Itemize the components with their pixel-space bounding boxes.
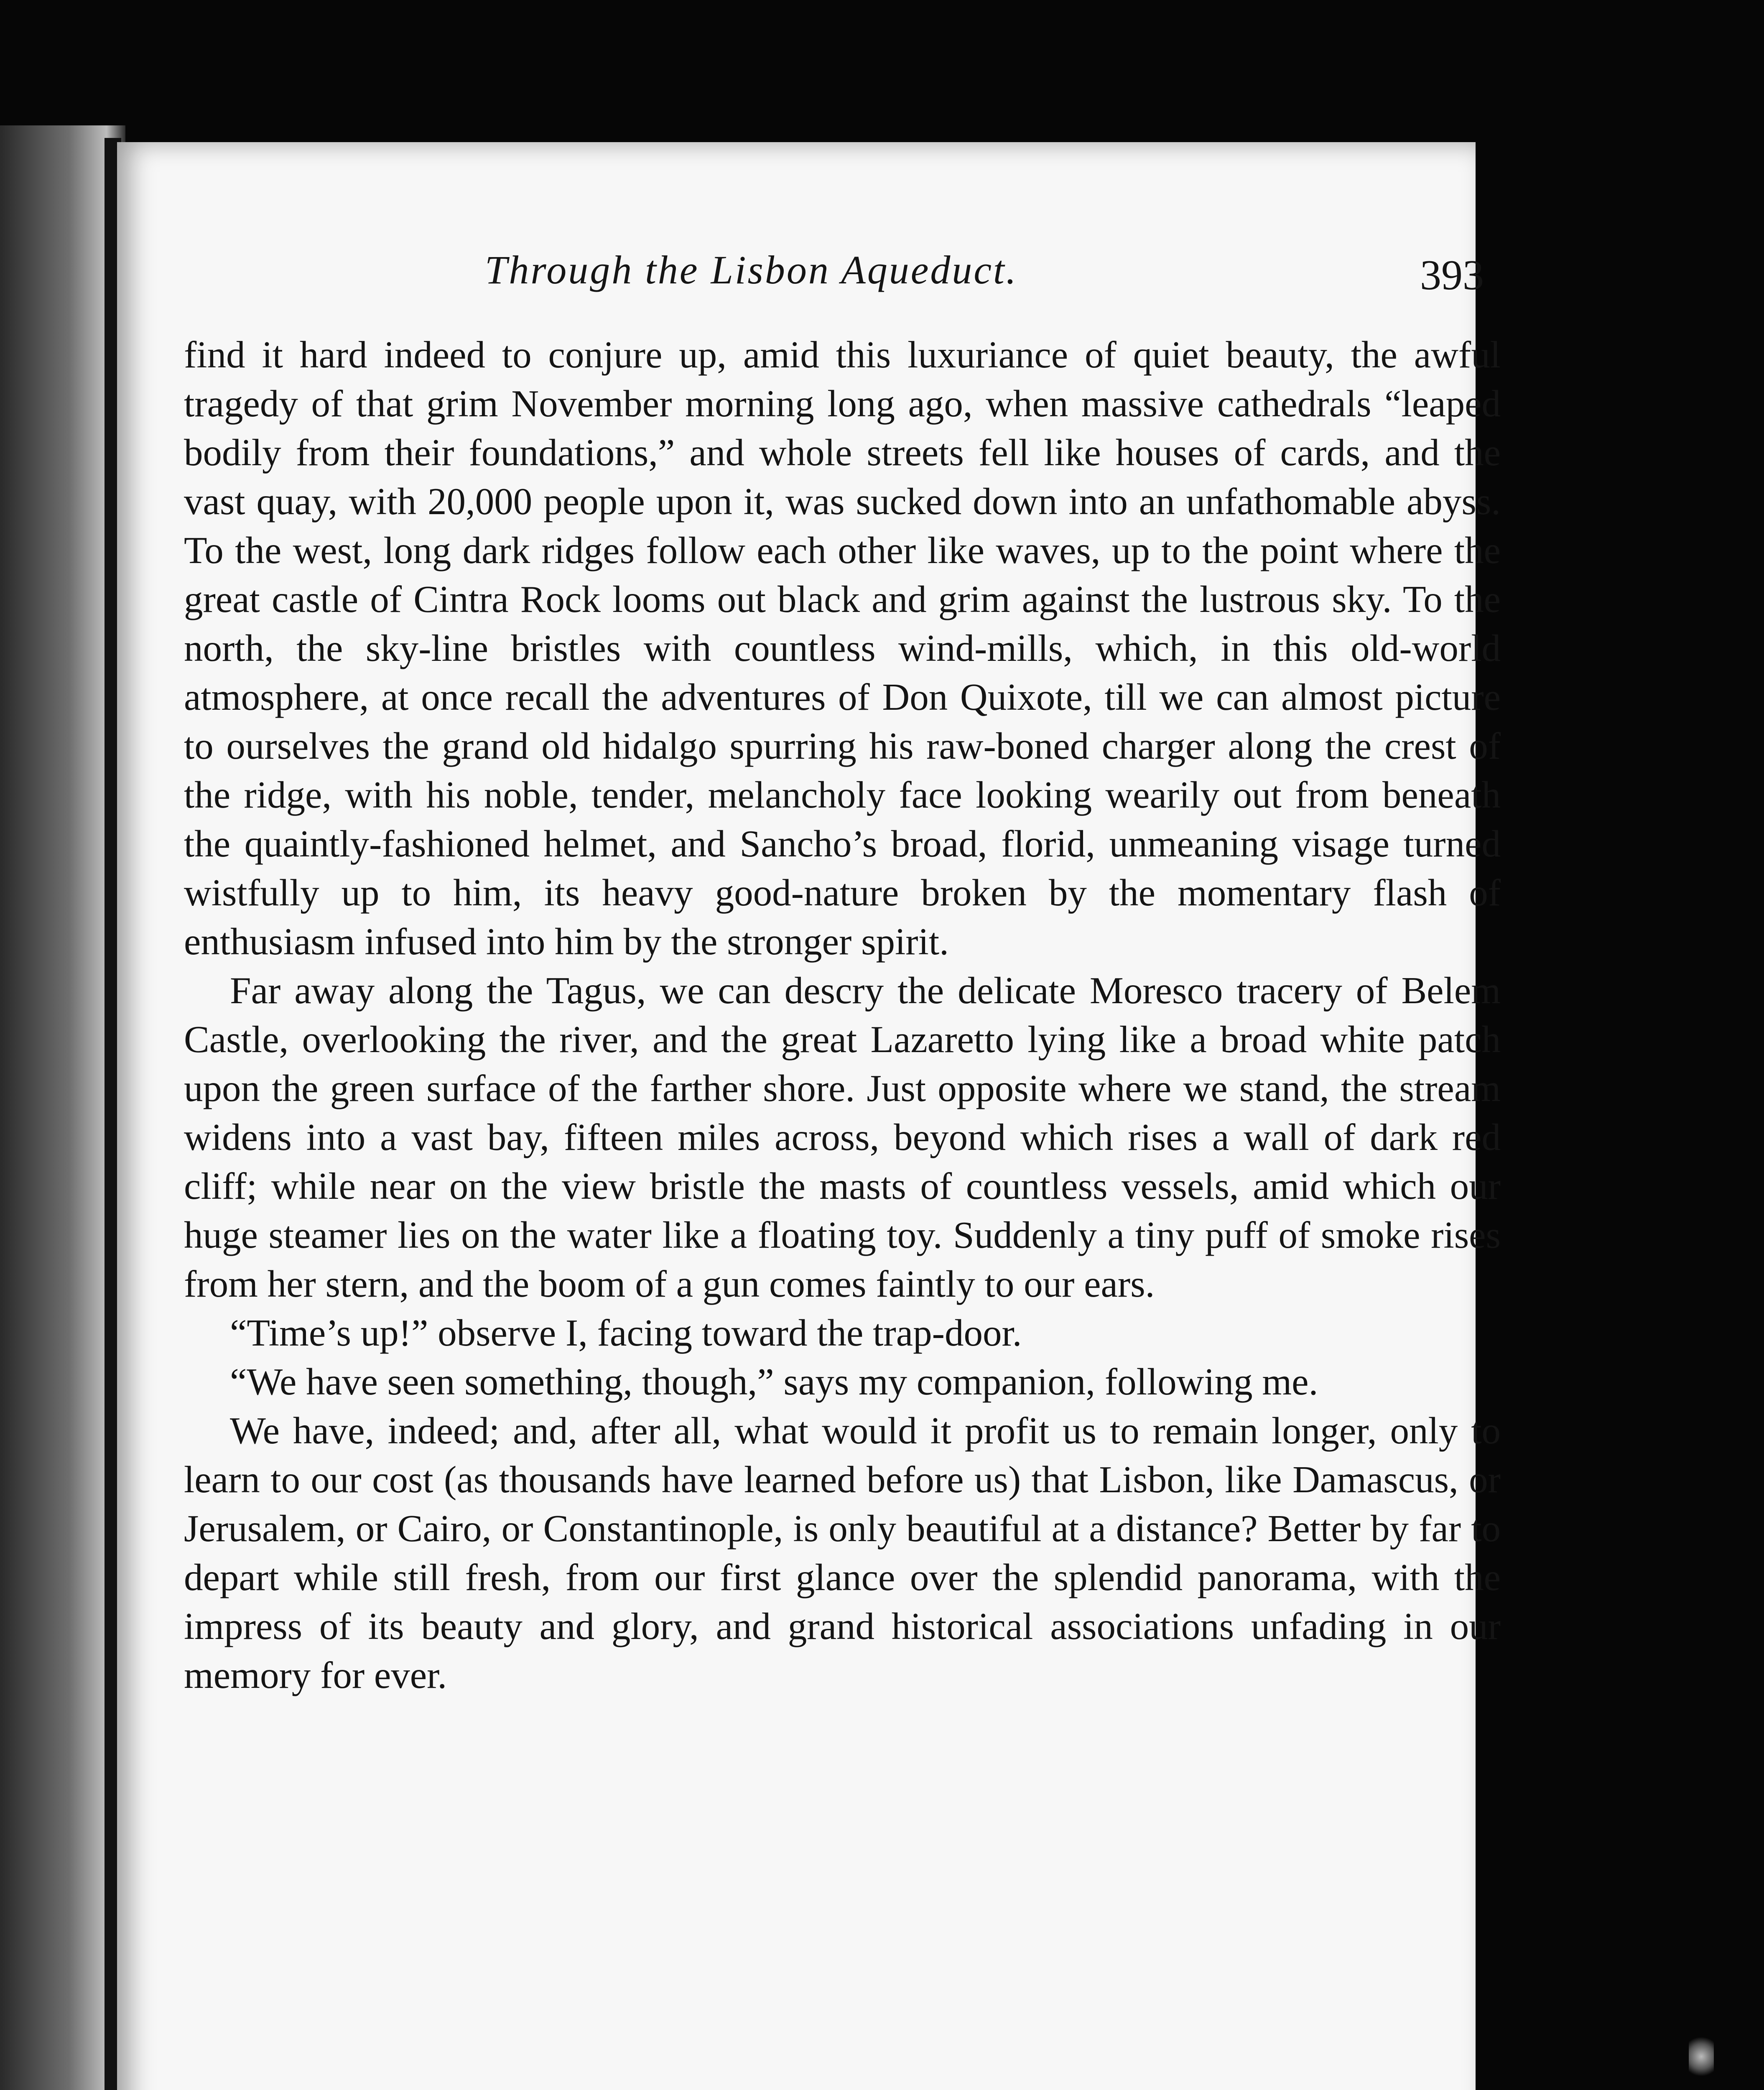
paragraph-2: Far away along the Tagus, we can descry the delicate Moresco tracery of Belem Castle, overlooking the river, and the great Lazaretto lying like a broad white patch upon the green surface of the farther shore. Just opposite where we stand, the stream widens into a vast bay, fifteen miles across, beyond which rises a wall of dark red cliff; while near on the view bristle the masts of countless vessels, amid which our huge steamer lies on the water like a floating toy. Suddenly a tiny puff of smoke rises from her stern, and the boom of a gun comes faintly to our ears. (184, 969, 1501, 1305)
paragraph-3: “Time’s up!” observe I, facing toward the trap-door. (230, 1312, 1022, 1354)
book-page (117, 142, 1501, 2090)
body-text (184, 330, 1501, 1700)
running-head (485, 247, 1484, 297)
page-number: 393 (1420, 252, 1484, 299)
paragraph-5: We have, indeed; and, after all, what would it profit us to remain longer, only to learn to our cost (as thousands have learned before us) that Lisbon, like Damascus, or Jerusalem, or Cairo, or Constantinople, is only beautiful at a distance? Better by far to depart while still fresh, from our first glance over the splendid panorama, with the impress of its beauty and glory, and grand historical associations unfading in our memory for ever. (184, 1409, 1501, 1696)
paragraph-4: “We have seen something, though,” says my companion, following me. (230, 1361, 1318, 1403)
paragraph-1: find it hard indeed to conjure up, amid this luxuriance of quiet beauty, the awful tragedy of that grim November morning long ago, when massive cathedrals “leaped bodily from their foundations,” and whole streets fell like houses of cards, and the vast quay, with 20,000 people upon it, was sucked down into an unfathomable abyss. To the west, long dark ridges follow each other like waves, up to the point where the great castle of Cintra Rock looms out black and grim against the lustrous sky. To the north, the sky-line bristles with countless wind-mills, which, in this old-world atmosphere, at once recall the adventures of Don Quixote, till we can almost picture to ourselves the grand old hidalgo spurring his raw-boned charger along the crest of the ridge, with his noble, tender, melancholy face looking wearily out from beneath the quaintly-fashioned helmet, and Sancho’s broad, florid, unmeaning visage turned wistfully up to him, its heavy good-nature broken by the momentary flash of enthusiasm infused into him by the stronger spirit. (184, 334, 1501, 963)
scan-artifact (1689, 2031, 1714, 2082)
running-head-title: Through the Lisbon Aqueduct. (485, 247, 1018, 292)
